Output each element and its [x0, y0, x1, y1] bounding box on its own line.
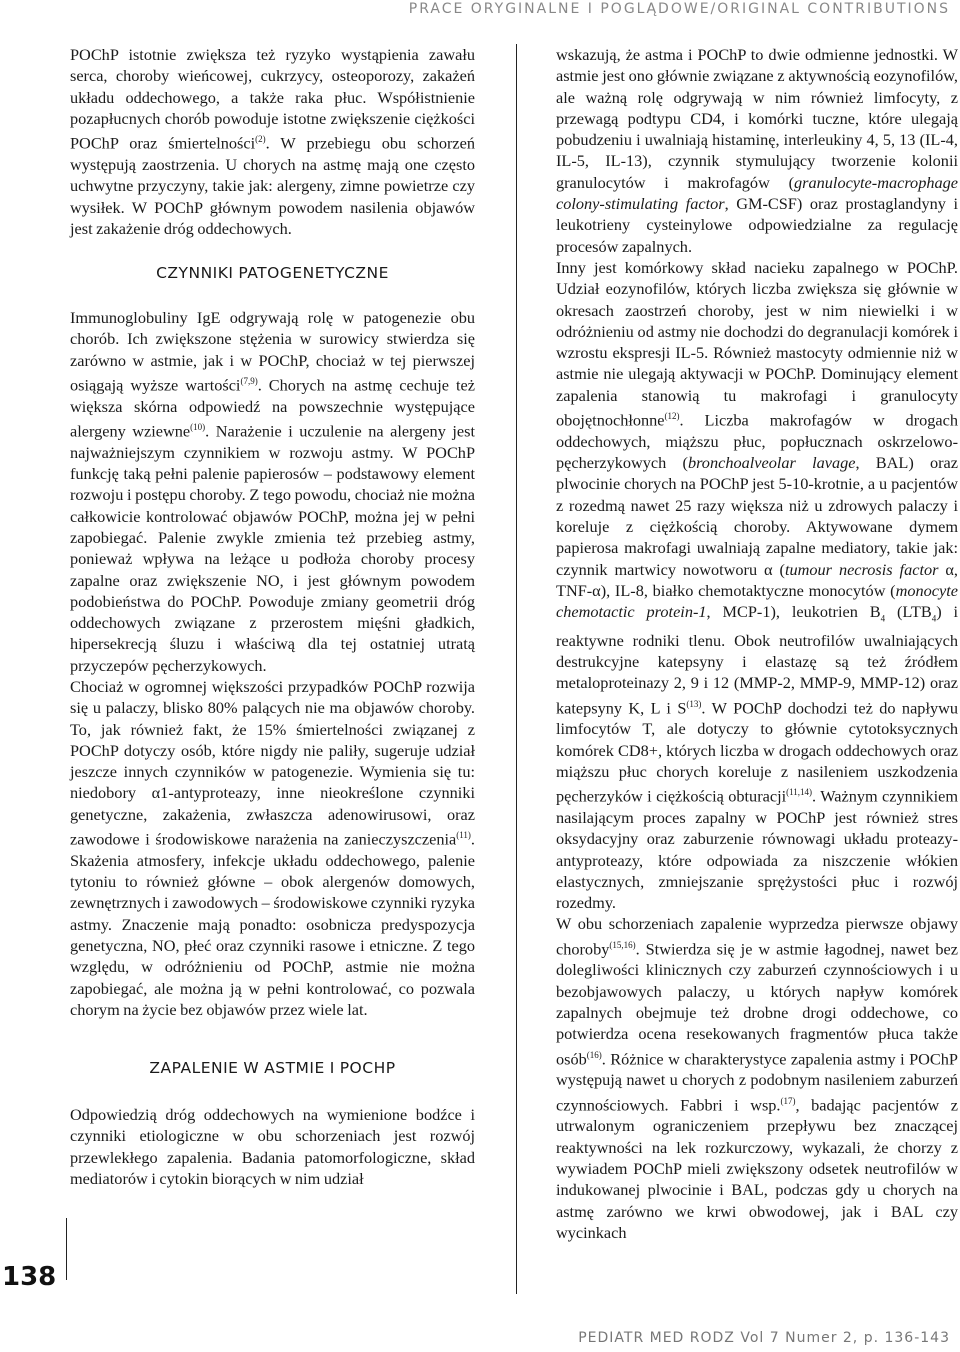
right-column: [556, 44, 958, 1243]
paragraph: W obu schorzeniach zapalenie wyprzedza pierwsze objawy choroby$^{(15,16)}$. Stwierdza się je w astmie łagodnej, nawet bez dolegliwości klinicznych czy zaburzeń czynnościowych i u bezobjawowych palaczy, u których napływ komórek zapalnych obejmuje też drobne drogi oddechowe, co potwierdza ocena resekowanych fragmentów płuca także osób$^{(16)}$. Różnice w charakterystyce zapalenia astmy i POChP występują nawet u chorych z podobnym nasileniem zaburzeń czynnościowych. Fabbri i wsp.$^{(17)}$, badając pacjentów z utrwalonym ograniczeniem przepływu bez znaczącej reaktywności na lek rozkurczowy, wykazali, że chorzy z wywiadem POChP mieli zwiększony odsetek neutrofilów w indukowanej plwocinie i BAL, podczas gdy u chorych na astmę zarówno we krwi obwodowej, jak i BAL czy wycinkach: [556, 914, 958, 1242]
journal-citation-footer: PEDIATR MED RODZ Vol 7 Numer 2, p. 136-143: [578, 1330, 950, 1346]
paragraph: Chociaż w ogromnej większości przypadków POChP rozwija się u palaczy, blisko 80% palących nie ma objawów choroby. To, jak również fakt, że 15% śmiertelności związanej z POChP dotyczy osób, które nigdy nie paliły, sugeruje udział jeszcze innych czynników w patogenezie. Wymienia się tu: niedobory α1-antyproteazy, inne nieokreślone czynniki genetyczne, zakażenia, zwłaszcza adenowirusowi, oraz zawodowe i środowiskowe narażenia na zanieczyszczenia$^{(11)}$. Skażenia atmosfery, infekcje układu oddechowego, palenie tytoniu to również główne – obok alergenów domowych, zewnętrznych i zawodowych – środowiskowe czynniki ryzyka astmy. Znaczenie mają ponadto: osobnicza predyspozycja genetyczna, NO, płeć oraz czynniki rasowe i etniczne. Z tego względu, w odróżnieniu od POChP, astmie nie można zapobiegać, ale można ją w pełni kontrolować, co pozwala chorym na życie bez objawów przez wiele lat.: [70, 676, 475, 1019]
paragraph: Odpowiedzią dróg oddechowych na wymienione bodźce i czynniki etiologiczne w obu schorzeniach jest rozwój przewlekłego zapalenia. Badania patomorfologiczne, skład mediatorów i cytokin biorących w nim udział: [70, 1105, 475, 1189]
column-divider: [516, 44, 517, 1294]
page-number: 138: [2, 1262, 57, 1292]
paragraph: POChP istotnie zwiększa też ryzyko wystąpienia zawału serca, choroby wieńcowej, cukrzycy, osteoporozy, zakażeń układu oddechowego, a także raka płuc. Współistnienie pozapłucnych chorób powoduje istotne zwiększenie ciężkości POChP oraz śmiertelności$^{(2)}$. W przebiegu obu schorzeń występują zaostrzenia. U chorych na astmę mają one często uchwytne przyczyny, takie jak: alergeny, zimne powietrze czy wysiłek. W POChP głównym powodem nasilenia objawów jest zakażenie dróg oddechowych.: [70, 45, 475, 238]
section-heading: ZAPALENIE W ASTMIE I POCHP: [149, 1059, 396, 1078]
paragraph: Immunoglobuliny IgE odgrywają rolę w patogenezie obu chorób. Ich zwiększone stężenia w surowicy stwierdza się zarówno w astmie, jak i w POChP, chociaż w tej pierwszej osiągają wyższe wartości$^{(7,9)}$. Chorych na astmę cechuje też większa skórna odpowiedź na powszechnie występujące alergeny wziewne$^{(10)}$. Narażenie i uczulenie na alergeny jest najważniejszym czynnikiem w rozwoju astmy. W POChP funkcję taką pełni palenie papierosów – podstawowy element rozwoju i postępu choroby. Z tego powodu, chociaż nie można całkowicie kontrolować objawów POChP, można jej w pełni zapobiegać. Palenie zwykle zmienia też przebieg astmy, ponieważ wpływa na leżące u podłoża choroby procesy zapalne oraz zwiększenie NO, i jest głównym powodem podobieństwa do POChP. Powoduje zmiany geometrii dróg oddechowych związane z przerostem mięśni gładkich, hipersekrecją śluzu i właściwą dla tej ostatniej utratą przyczepów pęcherzykowych.: [70, 308, 475, 675]
left-column: [70, 44, 475, 1189]
page-number-rule: [66, 1218, 67, 1280]
journal-section-header: PRACE ORYGINALNE I POGLĄDOWE/ORIGINAL CONTRIBUTIONS: [408, 1, 950, 17]
paragraph: Inny jest komórkowy skład nacieku zapalnego w POChP. Udział eozynofilów, których liczba zwiększa się głównie w okresach zaostrzeń choroby, jest w nim niewielki i w odróżnieniu od astmy nie dochodzi do degranulacji komórek i wzrostu ekspresji IL-5. Również mastocyty odmiennie niż w astmie nie ulegają aktywacji w POChP. Dominujący element zapalenia stanowią tu makrofagi i granulocyty obojętnochłonne$^{(12)}$. Liczba makrofagów w drogach oddechowych, miąższu płuc, popłucznach oskrzelowo-pęcherzykowych (bronchoalveolar lavage, BAL) oraz plwocinie chorych na POChP jest 5-10-krotnie, a u pacjentów z rozedmą nawet 25 razy większa niż u zdrowych palaczy i koreluje z ciężkością choroby. Aktywowane dymem papierosa makrofagi uwalniają zapalne mediatory, takie jak: czynnik martwicy nowotworu α (tumour necrosis factor α, TNF-α), IL-8, białko chemotaktyczne monocytów (monocyte chemotactic protein-1, MCP-1), leukotrien $B_4$ $(LTB_4)$ i reaktywne rodniki tlenu. Obok neutrofilów uwalniających destrukcyjne katepsyny i elastazę są też źródłem metaloproteinazy 2, 9 i 12 (MMP-2, MMP-9, MMP-12) oraz katepsyny K, L i $S^{(13)}$. W POChP dochodzi też do napływu limfocytów T, ale dotyczy to głównie cytotoksycznych komórek CD8+, których liczba w drogach oddechowych oraz miąższu płuc chorych koreluje z nasileniem uszkodzenia pęcherzyków i ciężkością obturacji$^{(11,14)}$. Ważnym czynnikiem nasilającym proces zapalny w POChP jest również stres oksydacyjny oraz zaburzenie równowagi układu proteazy-antyproteazy, które odpowiada za niszczenie włókien elastycznych, zmniejszanie sprężystości płuc i rozwój rozedmy.: [556, 257, 959, 913]
section-heading: CZYNNIKI PATOGENETYCZNE: [156, 264, 389, 283]
paragraph: wskazują, że astma i POChP to dwie odmienne jednostki. W astmie jest ono głównie związane z aktywnością eozynofilów, ale ważną rolę odgrywają w nim również limfocyty, z przewagą podtypu CD4, i komórki tuczne, które ulegają pobudzeniu i uwalniają histaminę, interleukiny 4, 5, 13 (IL-4, IL-5, IL-13), czynnik stymulujący tworzenie kolonii granulocytów i makrofagów (granulocyte-macrophage colony-stimulating factor, GM-CSF) oraz prostaglandyny i leukotrieny cysteinylowe odpowiedzialne za regulację procesów zapalnych.: [556, 45, 958, 256]
